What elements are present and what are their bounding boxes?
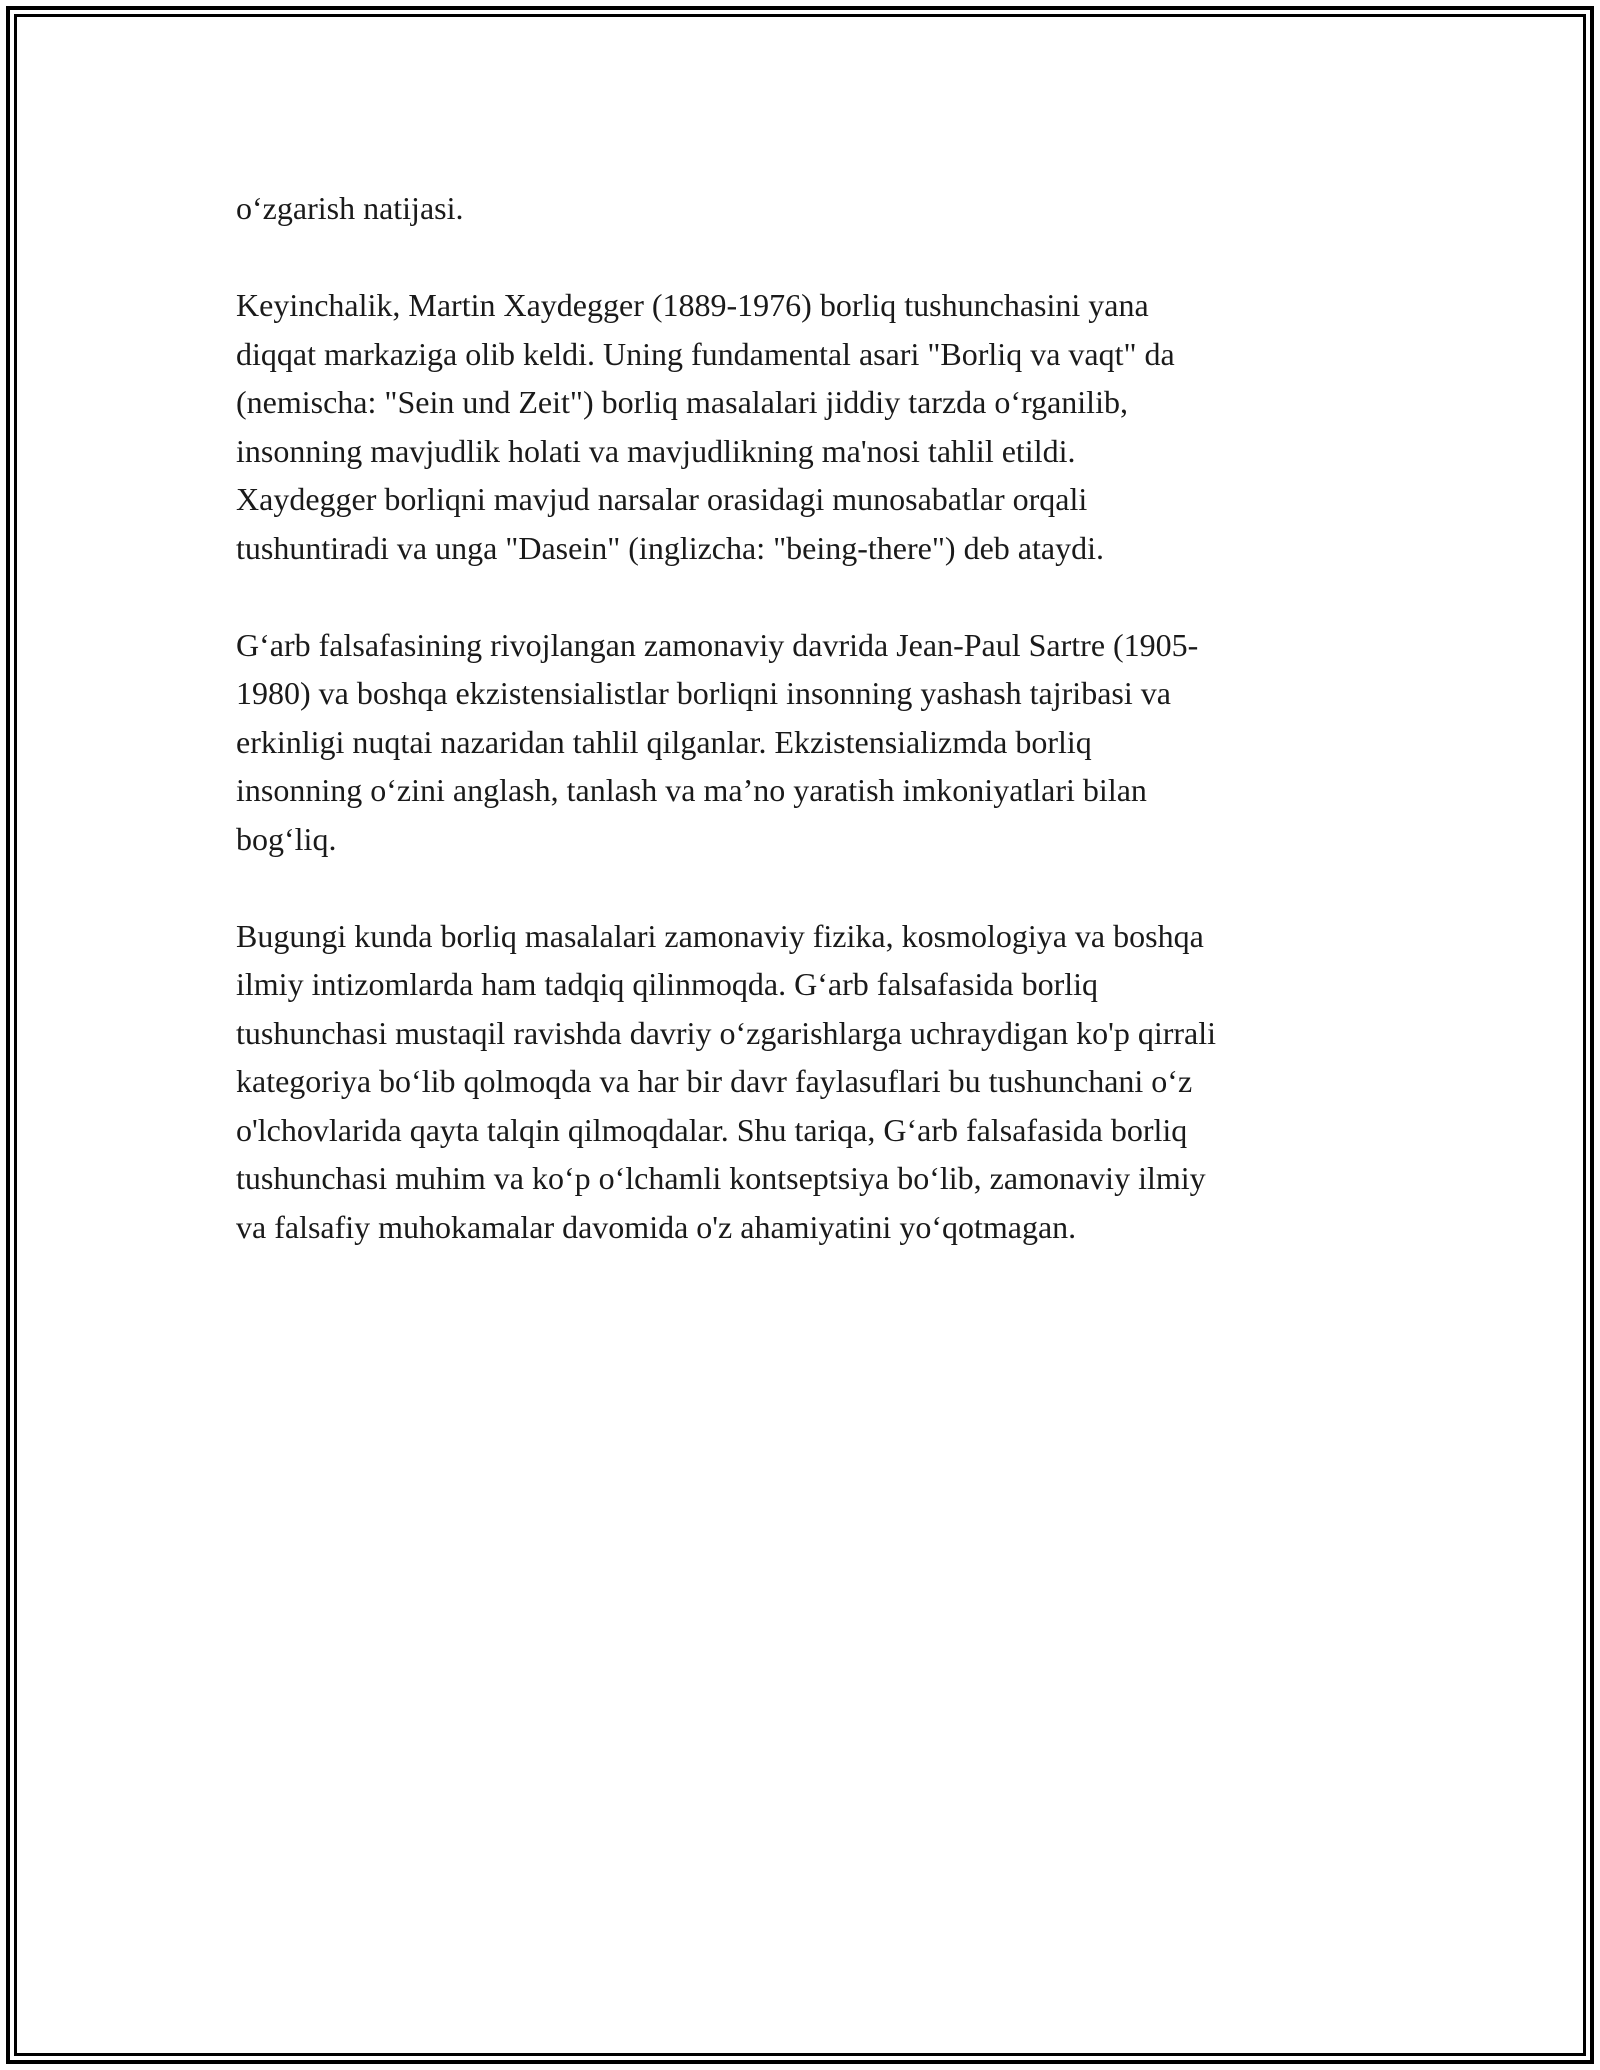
paragraph-sartre: G‘arb falsafasining rivojlangan zamonaviy davrida Jean-Paul Sartre (1905- 1980) va boshqa ekzistensialistlar borliqni insonning yashash tajribasi va erkinligi nuqtai nazaridan tahlil qilganlar. Ekzistensializmda borliq insonning o‘zini anglash, tanlash va ma’no yaratish imkoniyatlari bilan bog‘liq. xyxy=(236,626,1199,857)
document-body xyxy=(236,184,1376,1300)
paragraph-modern-day: Bugungi kunda borliq masalalari zamonaviy fizika, kosmologiya va boshqa ilmiy intizomlarda ham tadqiq qilinmoqda. G‘arb falsafasida borliq tushunchasi mustaqil ravishda davriy o‘zgarishlarga uchraydigan ko'p qirrali kategoriya bo‘lib qolmoqda va har bir davr faylasuflari bu tushunchani o‘z o'lchovlarida qayta talqin qilmoqdalar. Shu tariqa, G‘arb falsafasida borliq tushunchasi muhim va ko‘p o‘lchamli kontseptsiya bo‘lib, zamonaviy ilmiy va falsafiy muhokamalar davomida o'z ahamiyatini yo‘qotmagan. xyxy=(236,917,1217,1245)
paragraph-heidegger: Keyinchalik, Martin Xaydegger (1889-1976) borliq tushunchasini yana diqqat markaziga olib keldi. Uning fundamental asari "Borliq va vaqt" da (nemischa: "Sein und Zeit") borliq masalalari jiddiy tarzda o‘rganilib, insonning mavjudlik holati va mavjudlikning ma'nosi tahlil etildi. Xaydegger borliqni mavjud narsalar orasidagi munosabatlar orqali tushuntiradi va unga "Dasein" (inglizcha: "being-there") deb ataydi. xyxy=(236,287,1175,566)
paragraph-continuation: o‘zgarish natijasi. xyxy=(236,190,464,226)
